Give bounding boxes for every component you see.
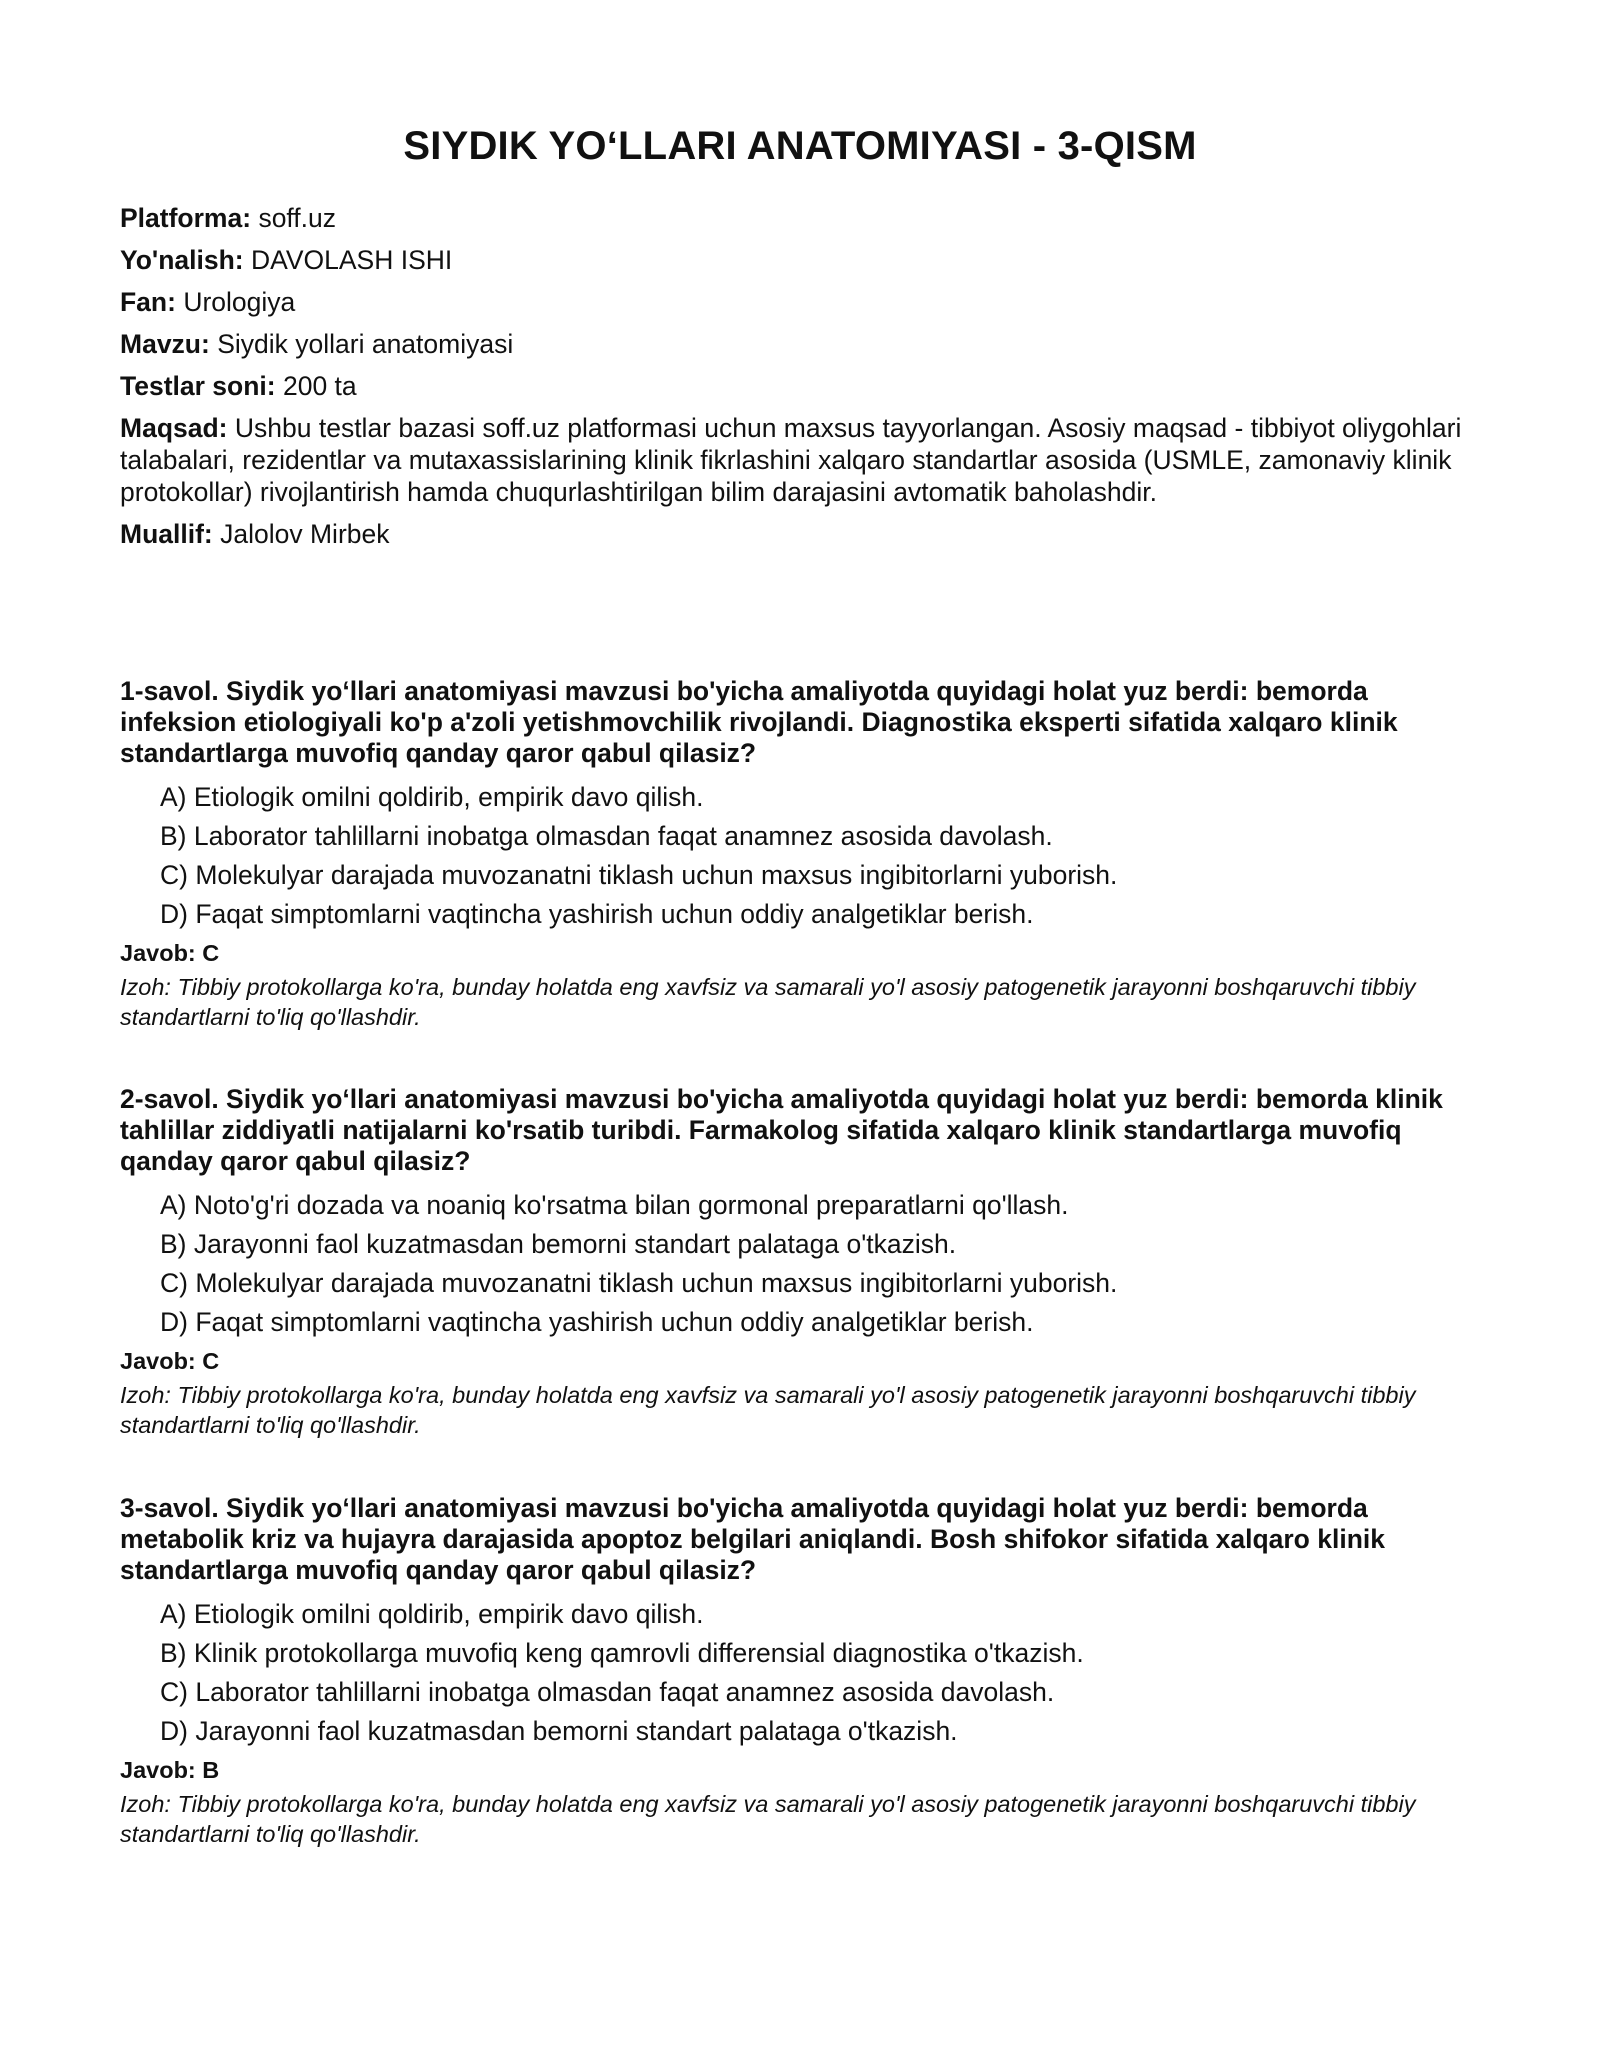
document-title: SIYDIK YO‘LLARI ANATOMIYASI - 3-QISM	[403, 124, 1197, 168]
option-a: A) Noto'g'ri dozada va noaniq ko'rsatma bilan gormonal preparatlarni qo'llash.	[160, 1190, 1069, 1220]
meta-label: Muallif:	[120, 519, 213, 549]
meta-value: DAVOLASH ISHI	[250, 245, 453, 275]
answer-options	[120, 781, 1480, 930]
question-text: 2-savol. Siydik yo‘llari anatomiyasi mavzusi bo'yicha amaliyotda quyidagi holat yuz berdi: bemorda klinik tahlillar ziddiyatli natijalarni ko'rsatib turibdi. Farmakolog sifatida xalqaro klinik standartlarga muvofiq qanday qaror qabul qilasiz?	[120, 1084, 1443, 1176]
option-a: A) Etiologik omilni qoldirib, empirik davo qilish.	[160, 782, 704, 812]
meta-label: Mavzu:	[120, 329, 210, 359]
meta-value: soff.uz	[258, 203, 337, 233]
meta-test-count	[120, 370, 1480, 402]
answer-explanation: Izoh: Tibbiy protokollarga ko'ra, bunday holatda eng xavfsiz va samarali yo'l asosiy patogenetik jarayonni boshqaruvchi tibbiy standartlarni to'liq qo'llashdir.	[120, 974, 1416, 1030]
question-3	[120, 1493, 1480, 1849]
option-b: B) Klinik protokollarga muvofiq keng qamrovli differensial diagnostika o'tkazish.	[160, 1638, 1084, 1668]
answer-key: Javob: C	[120, 1348, 220, 1374]
question-text: 1-savol. Siydik yo‘llari anatomiyasi mavzusi bo'yicha amaliyotda quyidagi holat yuz berdi: bemorda infeksion etiologiyali ko'p a'zoli yetishmovchilik rivojlandi. Diagnostika eksperti sifatida xalqaro klinik standartlarga muvofiq qanday qaror qabul qilasiz?	[120, 676, 1398, 768]
meta-label: Testlar soni:	[120, 371, 276, 401]
meta-direction	[120, 244, 1480, 276]
answer-explanation: Izoh: Tibbiy protokollarga ko'ra, bunday holatda eng xavfsiz va samarali yo'l asosiy patogenetik jarayonni boshqaruvchi tibbiy standartlarni to'liq qo'llashdir.	[120, 1382, 1416, 1438]
option-d: D) Faqat simptomlarni vaqtincha yashirish uchun oddiy analgetiklar berish.	[160, 899, 1034, 929]
option-b: B) Laborator tahlillarni inobatga olmasdan faqat anamnez asosida davolash.	[160, 821, 1053, 851]
meta-author	[120, 518, 1480, 550]
meta-platform	[120, 202, 1480, 234]
meta-value: Jalolov Mirbek	[220, 519, 390, 549]
metadata-block	[120, 202, 1480, 560]
option-a: A) Etiologik omilni qoldirib, empirik davo qilish.	[160, 1599, 704, 1629]
option-c: C) Laborator tahlillarni inobatga olmasdan faqat anamnez asosida davolash.	[160, 1677, 1055, 1707]
option-b: B) Jarayonni faol kuzatmasdan bemorni standart palataga o'tkazish.	[160, 1229, 957, 1259]
option-d: D) Faqat simptomlarni vaqtincha yashirish uchun oddiy analgetiklar berish.	[160, 1307, 1034, 1337]
meta-subject	[120, 286, 1480, 318]
answer-key: Javob: C	[120, 940, 220, 966]
meta-value: 200 ta	[282, 371, 357, 401]
option-c: C) Molekulyar darajada muvozanatni tiklash uchun maxsus ingibitorlarni yuborish.	[160, 860, 1118, 890]
meta-topic	[120, 328, 1480, 360]
question-1	[120, 676, 1480, 1032]
answer-explanation: Izoh: Tibbiy protokollarga ko'ra, bunday holatda eng xavfsiz va samarali yo'l asosiy patogenetik jarayonni boshqaruvchi tibbiy standartlarni to'liq qo'llashdir.	[120, 1791, 1416, 1847]
meta-value: Urologiya	[183, 287, 296, 317]
option-c: C) Molekulyar darajada muvozanatni tiklash uchun maxsus ingibitorlarni yuborish.	[160, 1268, 1118, 1298]
meta-label: Maqsad:	[120, 413, 228, 443]
answer-options	[120, 1598, 1480, 1747]
option-d: D) Jarayonni faol kuzatmasdan bemorni standart palataga o'tkazish.	[160, 1716, 958, 1746]
answer-key: Javob: B	[120, 1757, 220, 1783]
meta-purpose	[120, 412, 1480, 508]
meta-label: Yo'nalish:	[120, 245, 244, 275]
answer-options	[120, 1189, 1480, 1338]
meta-value: Ushbu testlar bazasi soff.uz platformasi uchun maxsus tayyorlangan. Asosiy maqsad - tibbiyot oliygohlari talabalari, rezidentlar va mutaxassislarining klinik fikrlashini xalqaro standartlar asosida (USMLE, zamonaviy klinik protokollar) rivojlantirish hamda chuqurlashtirilgan bilim darajasini avtomatik baholashdir.	[120, 413, 1462, 507]
question-text: 3-savol. Siydik yo‘llari anatomiyasi mavzusi bo'yicha amaliyotda quyidagi holat yuz berdi: bemorda metabolik kriz va hujayra darajasida apoptoz belgilari aniqlandi. Bosh shifokor sifatida xalqaro klinik standartlarga muvofiq qanday qaror qabul qilasiz?	[120, 1493, 1385, 1585]
meta-label: Platforma:	[120, 203, 252, 233]
meta-value: Siydik yollari anatomiyasi	[217, 329, 514, 359]
meta-label: Fan:	[120, 287, 176, 317]
question-2	[120, 1084, 1480, 1440]
